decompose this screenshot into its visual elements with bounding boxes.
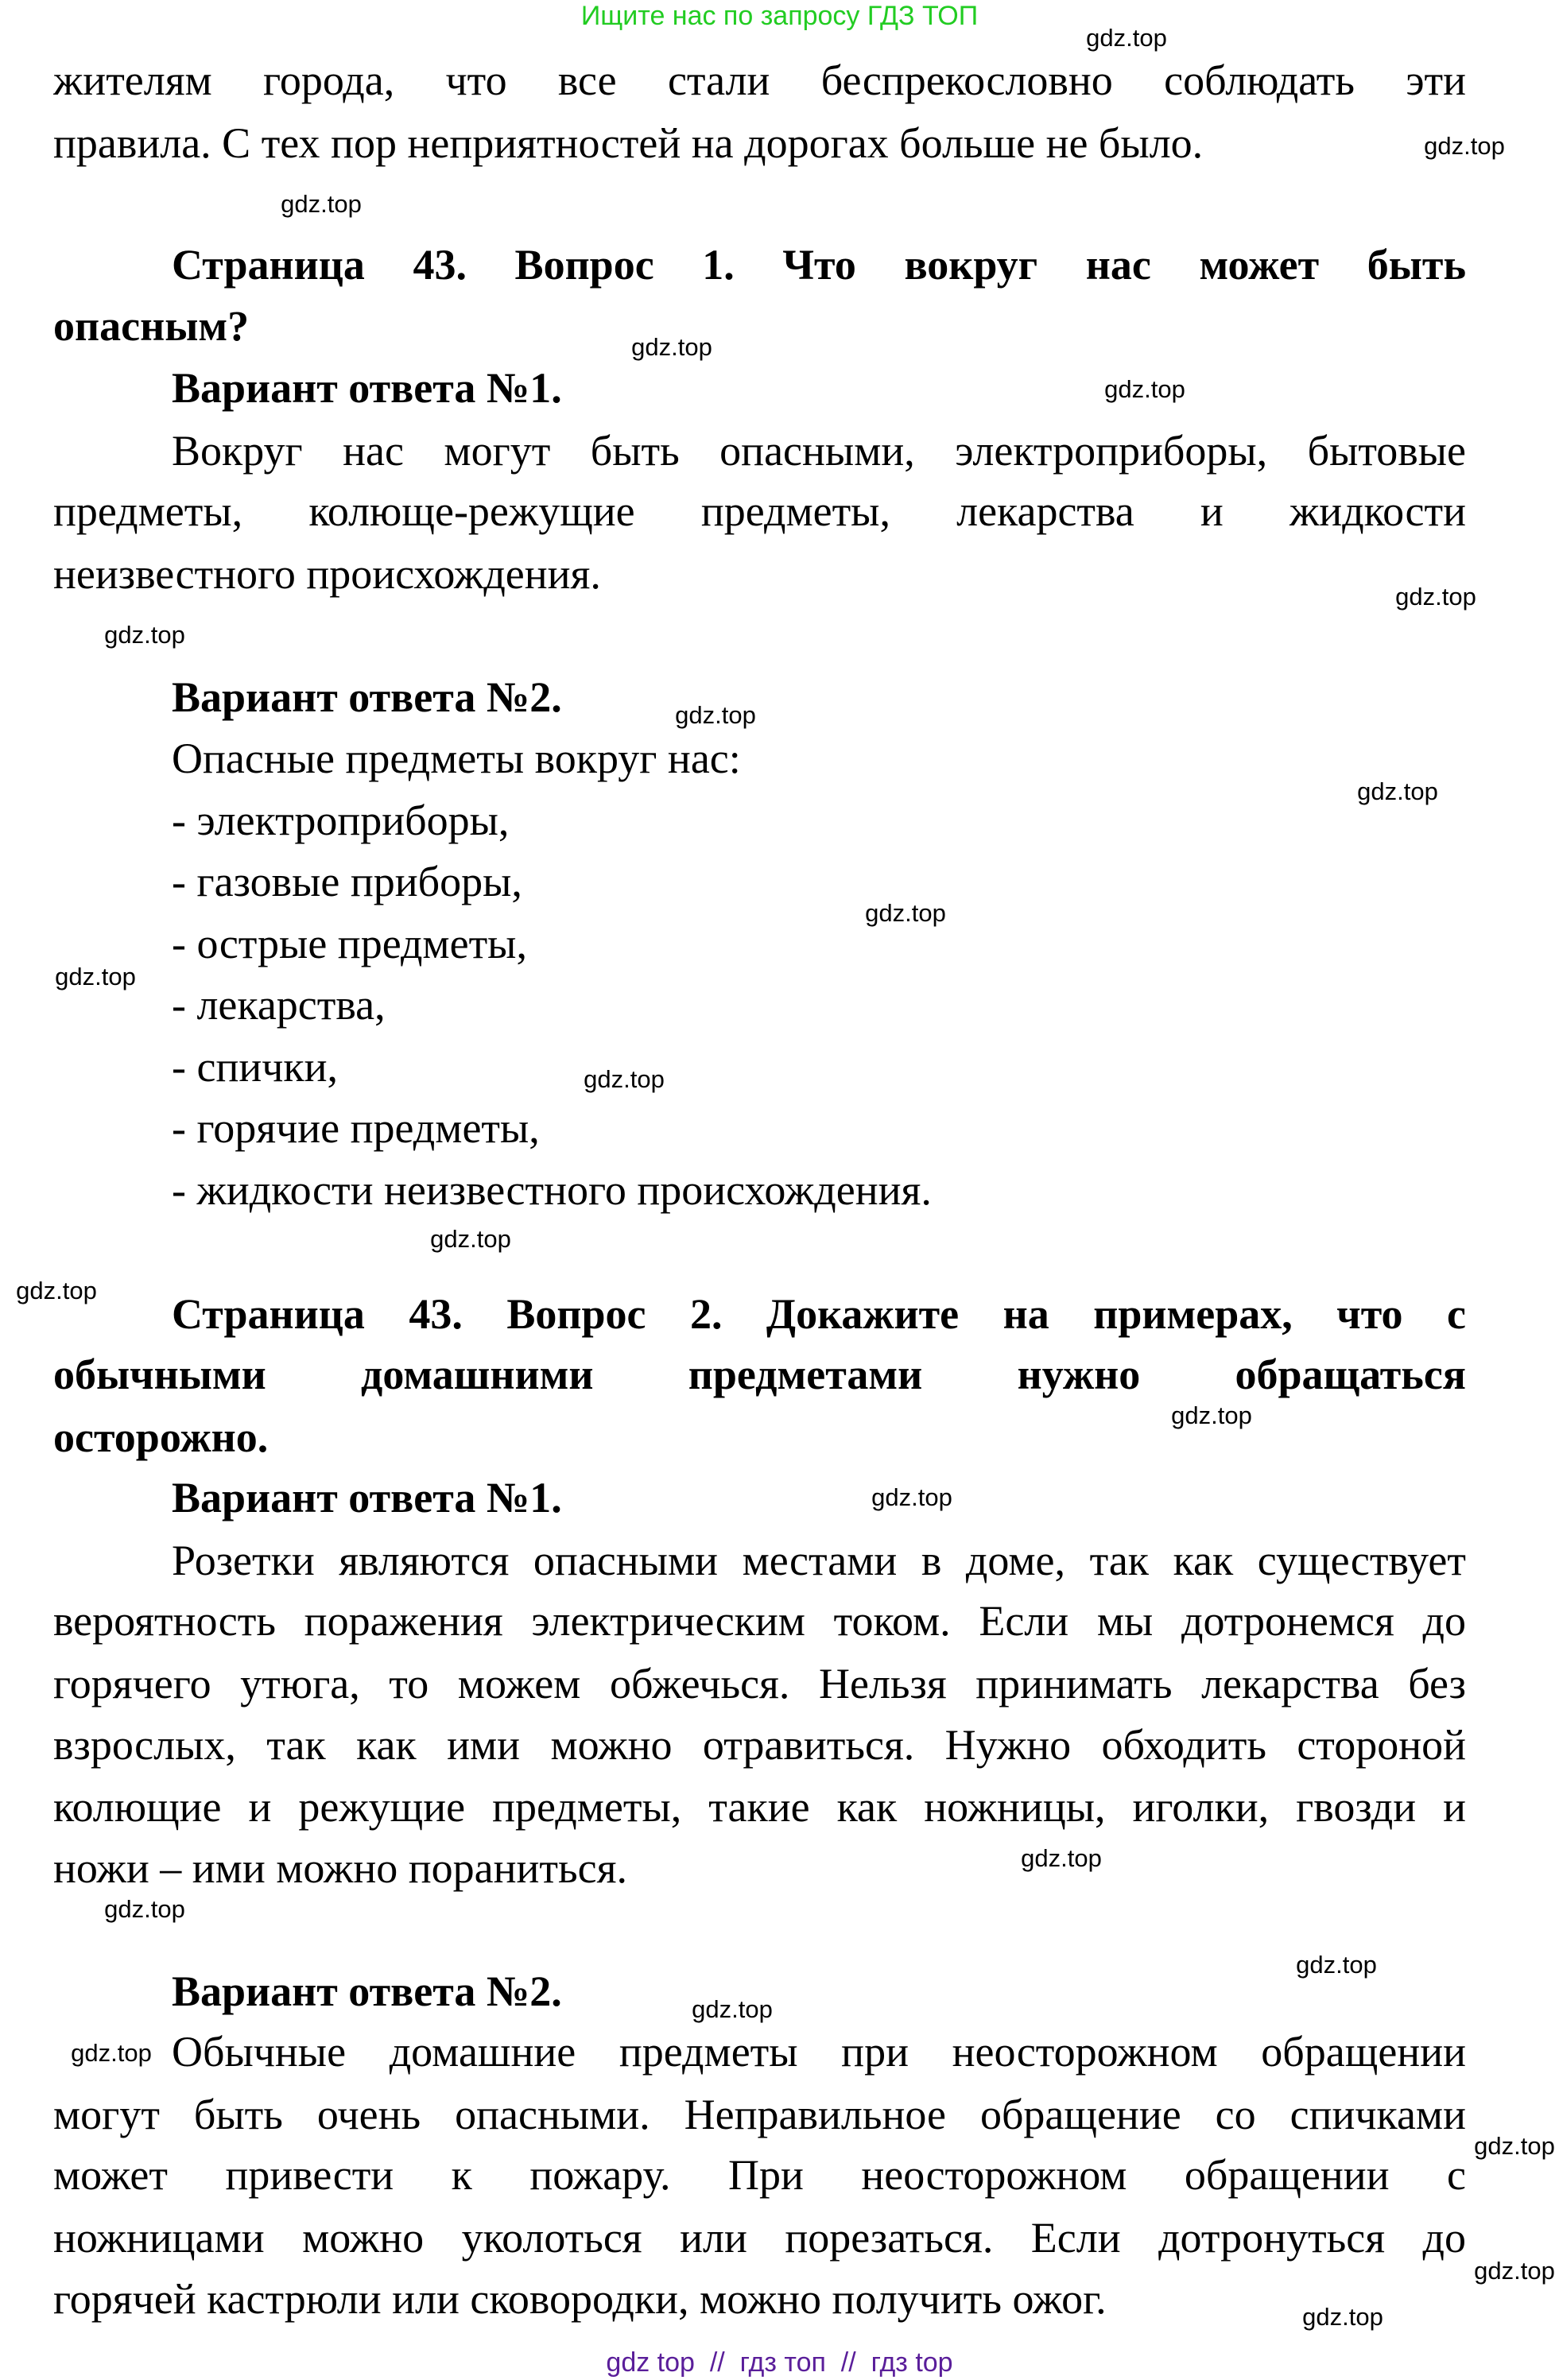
text-line: жителям города, что все стали беспрекословно соблюдать эти: [53, 56, 1466, 105]
watermark: gdz.top: [1171, 1401, 1252, 1429]
text-line: ножницами можно уколоться или порезаться. Если дотронуться до: [53, 2213, 1466, 2262]
watermark: gdz.top: [104, 621, 185, 649]
text-line: могут быть очень опасными. Неправильное обращение со спичками: [53, 2090, 1466, 2138]
text-line: колющие и режущие предметы, такие как ножницы, иголки, гвозди и: [53, 1783, 1466, 1832]
watermark: gdz.top: [71, 2039, 152, 2067]
text-line: горячего утюга, то можем обжечься. Нельзя принимать лекарства без: [53, 1659, 1466, 1707]
footer-banner: gdz top // гдз топ // гдз top: [606, 2347, 953, 2378]
watermark: gdz.top: [1086, 24, 1167, 52]
watermark: gdz.top: [1104, 375, 1185, 403]
watermark: gdz.top: [675, 701, 756, 729]
watermark: gdz.top: [104, 1895, 185, 1923]
heading-line: Вариант ответа №1.: [172, 364, 562, 413]
watermark: gdz.top: [865, 899, 946, 927]
text-line: - лекарства,: [172, 980, 386, 1029]
watermark: gdz.top: [1395, 583, 1476, 611]
text-line: правила. С тех пор неприятностей на дорогах больше не было.: [53, 118, 1204, 167]
heading-line: Вариант ответа №1.: [172, 1474, 562, 1522]
text-line: предметы, колюще-режущие предметы, лекарства и жидкости: [53, 487, 1466, 536]
watermark: gdz.top: [1424, 132, 1505, 160]
text-line: может привести к пожару. При неосторожном обращении с: [53, 2151, 1466, 2200]
text-line: - острые предметы,: [172, 920, 527, 968]
heading-line: Вариант ответа №2.: [172, 673, 562, 721]
text-line: ножи – ими можно пораниться.: [53, 1843, 627, 1892]
watermark: gdz.top: [584, 1065, 665, 1093]
text-line: взрослых, так как ими можно отравиться. Нужно обходить стороной: [53, 1720, 1466, 1769]
text-line: Вокруг нас могут быть опасными, электроприборы, бытовые: [172, 426, 1466, 475]
text-line: неизвестного происхождения.: [53, 549, 601, 598]
text-line: - спички,: [172, 1043, 339, 1091]
watermark: gdz.top: [631, 333, 712, 361]
watermark: gdz.top: [1296, 1951, 1377, 1979]
text-line: - горячие предметы,: [172, 1103, 540, 1152]
watermark: gdz.top: [1302, 2303, 1383, 2331]
text-line: Розетки являются опасными местами в доме, так как существует: [172, 1536, 1466, 1584]
text-line: - газовые приборы,: [172, 857, 522, 905]
heading-line: осторожно.: [53, 1413, 269, 1461]
watermark: gdz.top: [55, 963, 136, 990]
heading-line: Вариант ответа №2.: [172, 1967, 562, 2015]
heading-line: опасным?: [53, 301, 250, 350]
heading-line: обычными домашними предметами нужно обращаться: [53, 1351, 1466, 1399]
text-line: горячей кастрюли или сковородки, можно получить ожог.: [53, 2274, 1107, 2323]
watermark: gdz.top: [692, 1995, 773, 2023]
heading-line: Страница 43. Вопрос 1. Что вокруг нас может быть: [172, 241, 1466, 289]
watermark: gdz.top: [430, 1225, 511, 1253]
text-line: Обычные домашние предметы при неосторожном обращении: [172, 2028, 1466, 2076]
text-line: - электроприборы,: [172, 797, 510, 845]
heading-line: Страница 43. Вопрос 2. Докажите на примерах, что с: [172, 1289, 1466, 1338]
watermark: gdz.top: [1021, 1844, 1102, 1872]
text-line: - жидкости неизвестного происхождения.: [172, 1166, 932, 1215]
watermark: gdz.top: [16, 1277, 97, 1304]
watermark: gdz.top: [1474, 2132, 1555, 2160]
search-banner: Ищите нас по запросу ГДЗ ТОП: [580, 1, 979, 31]
watermark: gdz.top: [1357, 777, 1438, 805]
watermark: gdz.top: [1474, 2257, 1555, 2285]
text-line: вероятность поражения электрическим током. Если мы дотронемся до: [53, 1597, 1466, 1645]
watermark: gdz.top: [281, 190, 362, 218]
text-line: Опасные предметы вокруг нас:: [172, 734, 741, 782]
watermark: gdz.top: [871, 1483, 952, 1511]
